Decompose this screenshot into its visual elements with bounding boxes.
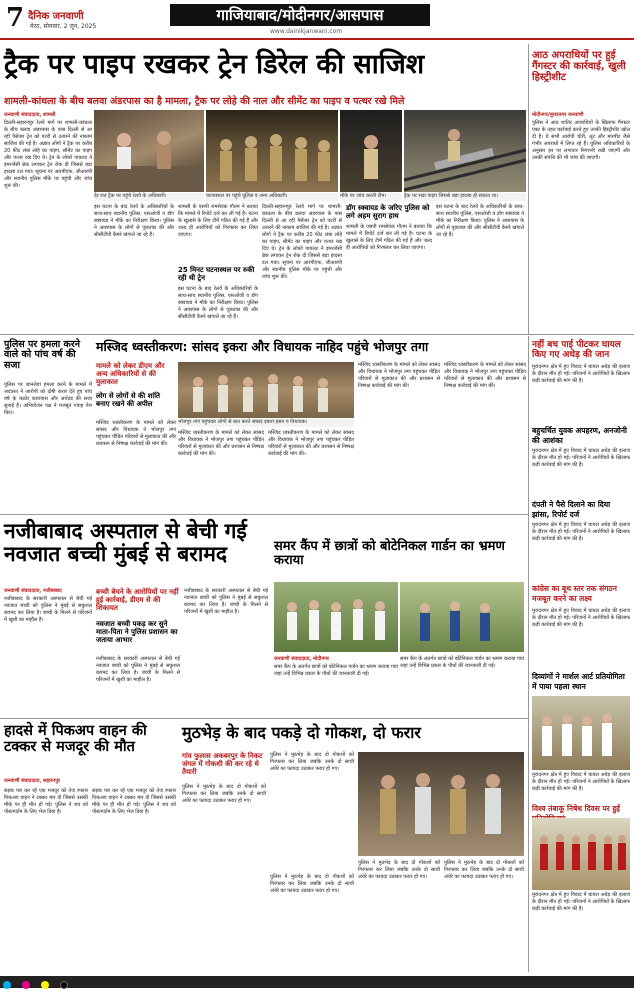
tobacco-body: मुरादनगर क्षेत्र में हुए विवाद में घायल अधेड़ की इलाज के दौरान मौत हो गई। परिजनों ने आरोपियों के खिलाफ कड़ी कार्रवाई की मांग की है। — [532, 892, 630, 912]
najibabad-body-col3: नजीबाबाद के सरकारी अस्पताल से बेची गई नवजात बच्ची को पुलिस ने मुंबई से सकुशल बरामद कर लिया है। बच्ची के मिलने से परिजनों में खुशी का माहौल है। — [184, 588, 268, 615]
lead-body-col1: दिल्ली-सहारनपुर रेलवे मार्ग पर शामली-कांधला के बीच बलवा अंडरपास के पास दिल्ली से आ रही पैसेंजर ट्रेन को पटरी से उतारने की नाकाम साजिश की गई है। अज्ञात लोगों ने ट्रैक पर करीब 20 फीट लंबा लोहे का पाइप, सीमेंट का पाइप और पत्थर रख दिए थे। ट्रेन के लोको पायलट ने इमरजेंसी ब्रेक लगाकर ट्रेन रोक दी जिससे बड़ा हादसा टल गया। सूचना पर आरपीएफ, जीआरपी और स्थानीय पुलिस मौके पर पहुंची और जांच शुरू की। — [4, 120, 92, 189]
mosque-photo-caption: भोजपुर तगा पहुंचकर लोगों से बात करते सांसद इकरा हसन व विधायक। — [178, 419, 354, 427]
photo-caption-1: देर रात ट्रैक पर पहुंचे रेलवे के अधिकारी। — [94, 193, 204, 201]
death-headline: नहीं बच पाई पीटकर घायल किए गए अधेड़ की जान — [532, 340, 621, 360]
section-title: गाजियाबाद/मोदीनगर/आसपास — [170, 4, 430, 26]
photo-caption-3: मौके पर जांच करती टीम। — [340, 193, 402, 201]
accident-body-col2: सड़क पार कर रहे एक मजदूर को तेज रफ्तार पिकअप वाहन ने टक्कर मार दी जिससे उसकी मौके पर ही मौत हो गई। पुलिस ने शव को पोस्टमार्टम के लिए भेज दिया है। — [92, 788, 176, 815]
print-color-strip — [0, 976, 634, 988]
encounter-headline: मुठभेड़ के बाद पकड़े दो गोकश, दो फरार — [182, 723, 421, 742]
mosque-body-col2: मस्जिद ध्वस्तीकरण के मामले को लेकर सांसद और विधायक ने भोजपुर तगा पहुंचकर पीड़ित परिवारों से मुलाकात की और प्रशासन से निष्पक्ष कार्रवाई की मांग की। — [178, 430, 264, 457]
photo-martial-arts — [532, 696, 630, 770]
photo-caption-4: ट्रैक पर रखा पाइप जिससे बड़ा हादसा हो सकता था। — [404, 193, 526, 201]
mosque-body-col3: मस्जिद ध्वस्तीकरण के मामले को लेकर सांसद और विधायक ने भोजपुर तगा पहुंचकर पीड़ित परिवारों से मुलाकात की और प्रशासन से निष्पक्ष कार्रवाई की मांग की। — [268, 430, 354, 457]
martial-arts-headline: दिव्यांगों ने मार्शल आर्ट प्रतियोगिता में पाया पहला स्थान — [532, 672, 625, 691]
magenta-swatch — [22, 981, 30, 989]
najibabad-body-col2: नजीबाबाद के सरकारी अस्पताल से बेची गई नवजात बच्ची को पुलिस ने मुंबई से सकुशल बरामद कर लिया है। बच्ची के मिलने से परिजनों में खुशी का माहौल है। — [96, 656, 180, 683]
botanical-body-col1: समर कैंप के अंतर्गत छात्रों को बोटेनिकल गार्डन का भ्रमण कराया गया जहां उन्हें विभिन्न प्रकार के पौधों की जानकारी दी गई। — [274, 664, 398, 677]
fraud-headline: दंपती ने पैसे दिलाने का दिया झांसा, रिपोर्ट दर्ज — [532, 500, 611, 519]
photo-encounter-arrest — [358, 752, 524, 856]
column-divider-2 — [528, 336, 529, 972]
photo-police-at-site — [206, 110, 338, 192]
encounter-body-col1: पुलिस ने मुठभेड़ के बाद दो गोकशों को गिरफ्तार कर लिया जबकि उनके दो साथी अंधेरे का फायदा उठाकर फरार हो गए। — [182, 784, 266, 804]
fraud-body: मुरादनगर क्षेत्र में हुए विवाद में घायल अधेड़ की इलाज के दौरान मौत हो गई। परिजनों ने आरोपियों के खिलाफ कड़ी कार्रवाई की मांग की है। — [532, 522, 630, 542]
gangster-headline: आठ अपराधियों पर हुई गैंगस्टर की कार्रवाई, खुली हिस्ट्रीशीट — [532, 50, 626, 83]
najibabad-sub2: नवजात बच्ची पकड़ कर सुने माता-पिता ने पुलिस प्रशासन का जताया आभार — [96, 620, 178, 644]
encounter-body-col3: पुलिस ने मुठभेड़ के बाद दो गोकशों को गिरफ्तार कर लिया जबकि उनके दो साथी अंधेरे का फायदा उठाकर फरार हो गए। — [270, 874, 354, 894]
police-attack-headline: पुलिस पर हमला करने वाले को पांच वर्ष की सजा — [4, 339, 81, 371]
lead-headline: ट्रैक पर पाइप रखकर ट्रेन डिरेल की साजिश — [4, 49, 425, 80]
tobacco-headline: विश्व तंबाकू निषेध दिवस पर हुई — [532, 804, 620, 813]
encounter-sub: गांव फुलास अकबरपुर के निकट जंगल में गोकशी की कर रहे थे तैयारी — [182, 752, 263, 776]
gangster-body: पुलिस ने आठ शातिर अपराधियों के खिलाफ गैंगस्टर एक्ट के तहत कार्रवाई करते हुए उनकी हिस्ट्रीशीट खोल दी है। ये सभी आरोपी चोरी, लूट और मारपीट जैसे गंभीर अपराधों में लिप्त रहे हैं। पुलिस अधिकारियों के अनुसार इन पर लगातार निगरानी रखी जाएगी और उनकी संपत्ति की भी जांच की जाएगी। — [532, 120, 630, 161]
gangster-byline: मोदीनगर/मुरादनगर जनवाणी — [532, 112, 584, 118]
divider — [0, 334, 634, 335]
encounter-body-col4: पुलिस ने मुठभेड़ के बाद दो गोकशों को गिरफ्तार कर लिया जबकि उनके दो साथी अंधेरे का फायदा उठाकर फरार हो गए। — [358, 860, 440, 880]
botanical-body-col2: समर कैंप के अंतर्गत छात्रों को बोटेनिकल गार्डन का भ्रमण कराया गया जहां उन्हें विभिन्न प्रकार के पौधों की जानकारी दी गई। — [400, 656, 524, 669]
photo-botanical-2 — [400, 582, 524, 652]
mosque-headline: मस्जिद ध्वस्तीकरण: सांसद इकरा और विधायक नाहिद पहुंचे भोजपुर तगा — [96, 339, 429, 354]
mosque-sub-left: मामले को लेकर डीएम और अन्य अधिकारियों से की मुलाकात — [96, 362, 165, 386]
photo-tobacco-day — [532, 818, 630, 890]
lead-body-col2: इस घटना के बाद रेलवे के अधिकारियों के साथ-साथ स्थानीय पुलिस, एसओजी व डॉग स्क्वायड ने मौके का निरीक्षण किया। पुलिस ने आसपास के लोगों से पूछताछ की और सीसीटीवी कैमरे खंगाले जा रहे हैं। — [94, 204, 174, 238]
black-swatch — [60, 981, 68, 989]
najibabad-byline: जनवाणी संवाददाता, नजीबाबाद — [4, 588, 62, 594]
lead-body-col5: शामली के एसपी रामसेवक गौतम ने बताया कि मामले में रिपोर्ट दर्ज कर ली गई है। घटना के खुलासे के लिए टीमें गठित की गई हैं और जल्द ही आरोपियों को गिरफ्तार कर लिया जाएगा। — [346, 224, 432, 251]
congress-body: मुरादनगर क्षेत्र में हुए विवाद में घायल अधेड़ की इलाज के दौरान मौत हो गई। परिजनों ने आरोपियों के खिलाफ कड़ी कार्रवाई की मांग की है। — [532, 608, 630, 628]
divider-3 — [0, 514, 528, 515]
martial-arts-body: मुरादनगर क्षेत्र में हुए विवाद में घायल अधेड़ की इलाज के दौरान मौत हो गई। परिजनों ने आरोपियों के खिलाफ कड़ी कार्रवाई की मांग की है। — [532, 772, 630, 792]
lead-body-col3: शामली के एसपी रामसेवक गौतम ने बताया कि मामले में रिपोर्ट दर्ज कर ली गई है। घटना के खुलासे के लिए टीमें गठित की गई हैं और जल्द ही आरोपियों को गिरफ्तार कर लिया जाएगा। — [178, 204, 258, 238]
divider-4 — [0, 718, 528, 719]
najibabad-headline: नजीबाबाद अस्पताल से बेची गई नवजात बच्ची मुंबई से बरामद — [4, 519, 247, 567]
lead-body-col3b: इस घटना के बाद रेलवे के अधिकारियों के साथ-साथ स्थानीय पुलिस, एसओजी व डॉग स्क्वायड ने मौके का निरीक्षण किया। पुलिस ने आसपास के लोगों से पूछताछ की और सीसीटीवी कैमरे खंगाले जा रहे हैं। — [178, 286, 258, 320]
lead-body-col6: इस घटना के बाद रेलवे के अधिकारियों के साथ-साथ स्थानीय पुलिस, एसओजी व डॉग स्क्वायड ने मौके का निरीक्षण किया। पुलिस ने आसपास के लोगों से पूछताछ की और सीसीटीवी कैमरे खंगाले जा रहे हैं। — [436, 204, 524, 238]
masthead — [0, 0, 634, 40]
brand-logo: दैनिक जनवाणी — [28, 11, 84, 22]
photo-caption-2: घटनास्थल पर पहुंचे पुलिस व अन्य अधिकारी। — [206, 193, 338, 201]
photo-investigation-team — [340, 110, 402, 192]
photo-pipe-on-track — [404, 110, 526, 192]
lead-subhead: शामली-कांधला के बीच बलवा अंडरपास का है मामला, ट्रैक पर लोहे की नाल और सीमेंट का पाइप व पत्थर रखे मिले — [4, 96, 405, 107]
mosque-body-col5: मस्जिद ध्वस्तीकरण के मामले को लेकर सांसद और विधायक ने भोजपुर तगा पहुंचकर पीड़ित परिवारों से मुलाकात की और प्रशासन से निष्पक्ष कार्रवाई की मांग की। — [444, 362, 527, 389]
mosque-body-col1: मस्जिद ध्वस्तीकरण के मामले को लेकर सांसद और विधायक ने भोजपुर तगा पहुंचकर पीड़ित परिवारों से मुलाकात की और प्रशासन से निष्पक्ष कार्रवाई की मांग की। — [96, 420, 176, 447]
dateline: मेरठ, सोमवार, 2 जून, 2025 — [30, 23, 97, 30]
mosque-body-col4: मस्जिद ध्वस्तीकरण के मामले को लेकर सांसद और विधायक ने भोजपुर तगा पहुंचकर पीड़ित परिवारों से मुलाकात की और प्रशासन से निष्पक्ष कार्रवाई की मांग की। — [358, 362, 441, 389]
accident-body-col1: सड़क पार कर रहे एक मजदूर को तेज रफ्तार पिकअप वाहन ने टक्कर मार दी जिससे उसकी मौके पर ही मौत हो गई। पुलिस ने शव को पोस्टमार्टम के लिए भेज दिया है। — [4, 788, 88, 815]
najibabad-sub1: बच्ची बेचने के आरोपियों पर नहीं हुई कार्रवाई, डीएम से की शिकायत — [96, 588, 179, 612]
botanical-headline: समर कैंप में छात्रों को बोटेनिकल गार्डन का भ्रमण कराया — [274, 539, 505, 569]
congress-headline: कांग्रेस का बूथ स्तर तक संगठन मजबूत करने का लक्ष्य — [532, 584, 617, 603]
botanical-byline: जनवाणी संवाददाता, मोदीनगर — [274, 656, 329, 662]
encounter-body-col2: पुलिस ने मुठभेड़ के बाद दो गोकशों को गिरफ्तार कर लिया जबकि उनके दो साथी अंधेरे का फायदा उठाकर फरार हो गए। — [270, 752, 354, 772]
lead-subhead-2: डॉग स्क्वायड के जरिए पुलिस को लगे अहम सुराग हाथ — [346, 204, 430, 220]
lead-byline: जनवाणी संवाददाता, शामली — [4, 112, 56, 118]
lead-body-col4: दिल्ली-सहारनपुर रेलवे मार्ग पर शामली-कांधला के बीच बलवा अंडरपास के पास दिल्ली से आ रही पैसेंजर ट्रेन को पटरी से उतारने की नाकाम साजिश की गई है। अज्ञात लोगों ने ट्रैक पर करीब 20 फीट लंबा लोहे का पाइप, सीमेंट का पाइप और पत्थर रख दिए थे। ट्रेन के लोको पायलट ने इमरजेंसी ब्रेक लगाकर ट्रेन रोक दी जिससे बड़ा हादसा टल गया। सूचना पर आरपीएफ, जीआरपी और स्थानीय पुलिस मौके पर पहुंची और जांच शुरू की। — [262, 204, 342, 280]
column-divider — [528, 44, 529, 334]
najibabad-body-col1: नजीबाबाद के सरकारी अस्पताल से बेची गई नवजात बच्ची को पुलिस ने मुंबई से सकुशल बरामद कर लिया है। बच्ची के मिलने से परिजनों में खुशी का माहौल है। — [4, 596, 92, 623]
lead-subhead-1: 25 मिनट घटनास्थल पर रुकी रही थी ट्रेन — [178, 266, 255, 282]
kidnap-headline: बहुचर्चित युवक अपहरण, अनजोनी की आशंका — [532, 426, 627, 445]
cyan-swatch — [3, 981, 11, 989]
accident-headline: हादसे में पिकअप वाहन की टक्कर से मजदूर की मौत — [4, 723, 147, 755]
yellow-swatch — [41, 981, 49, 989]
police-attack-body: पुलिस पर जानलेवा हमला करने के मामले में अदालत ने आरोपी को दोषी करार देते हुए पांच वर्ष के कठोर कारावास और अर्थदंड की सजा सुनाई है। अभियोजन पक्ष ने मजबूत गवाह पेश किए। — [4, 382, 92, 416]
photo-railway-officials — [94, 110, 204, 192]
page-number: 7 — [6, 3, 25, 33]
mosque-sub-left-2: लोग से लोगों से की शांति बनाए रखने की अपील — [96, 392, 161, 408]
photo-botanical-1 — [274, 582, 398, 652]
death-body: मुरादनगर क्षेत्र में हुए विवाद में घायल अधेड़ की इलाज के दौरान मौत हो गई। परिजनों ने आरोपियों के खिलाफ कड़ी कार्रवाई की मांग की है। — [532, 364, 630, 384]
accident-byline: जनवाणी संवाददाता, सहारनपुर — [4, 778, 61, 784]
encounter-body-col5: पुलिस ने मुठभेड़ के बाद दो गोकशों को गिरफ्तार कर लिया जबकि उनके दो साथी अंधेरे का फायदा उठाकर फरार हो गए। — [444, 860, 524, 880]
website-url: www.dainikjanwani.com — [270, 28, 343, 35]
photo-mp-visit — [178, 362, 354, 418]
kidnap-body: मुरादनगर क्षेत्र में हुए विवाद में घायल अधेड़ की इलाज के दौरान मौत हो गई। परिजनों ने आरोपियों के खिलाफ कड़ी कार्रवाई की मांग की है। — [532, 448, 630, 468]
